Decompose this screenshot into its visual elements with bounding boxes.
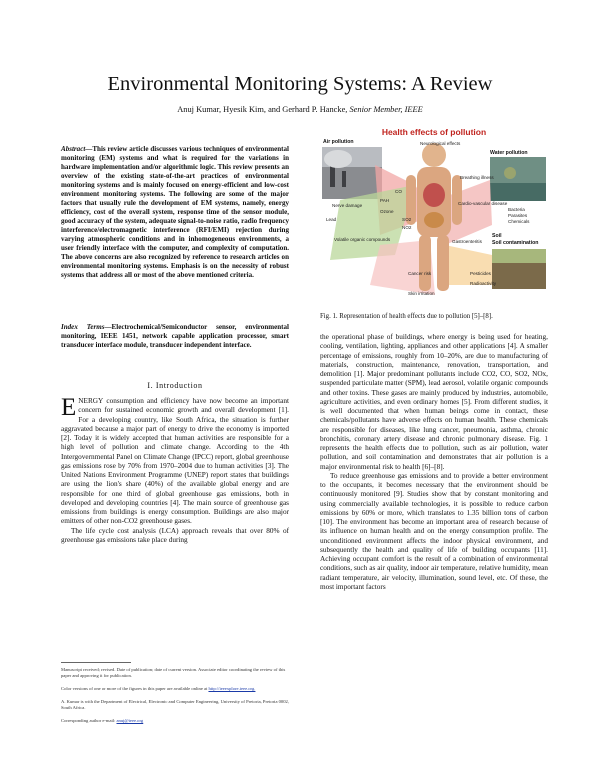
soil-surface [492,249,546,263]
figure-caption [320,313,548,322]
label-neurological: Neurological effects [420,141,461,146]
introduction-body [61,394,289,545]
stomach-icon [424,212,444,228]
figure-title: Health effects of pollution [381,127,487,137]
footnote-1: Manuscript received; revised. Date of publication; date of current version. Associate editor coordinating the review of this paper and approving it for publication. [61,667,286,678]
label-so2: SO2 [402,217,412,222]
ieee-xplore-link[interactable]: http://ieeexplore.ieee.org. [208,686,256,691]
label-pah: PAH [380,198,390,203]
debris-icon [504,167,516,179]
label-bacteria-2: Parasites [508,213,528,218]
figure-caption-text: Representation of health effects due to pollution [5]–[8]. [339,313,493,320]
footnote-rule [61,662,131,663]
right-leg [437,235,449,291]
label-skin: Skin irritation [408,291,435,296]
label-lead: Lead [326,217,337,222]
right-arm [452,175,462,225]
index-terms-text: Electrochemical/Semiconductor sensor, environmental monitoring, IEEE 1451, network capable application processor, smart transducer interface module, transducer independent interface. [61,323,289,349]
paper-title: Environmental Monitoring Systems: A Review [107,73,493,95]
label-bacteria-3: Chemicals [508,219,530,224]
left-leg [419,235,431,291]
right-paragraph-1: the operational phase of buildings, where energy is being used for heating, cooling, ventilation, lighting, appliances and other applications [4]. A smaller percentage of emissions, roughly from 10–20%, are due to manufacturing of materials, construction, maintenance, renovation, transportation, and demolition [1]. Major predominant pollutants include CO2, CO, SO2, NOx, suspended particulate matter (SPM), lead aerosol, volatile organic compounds and other toxins. These gases are mainly produced by industries, automobile, agriculture activities, and even ordinary homes [5]. From different studies, it is well documented that when human beings come in contact, these chemicals/pollutants have adverse effects on human health. These chemicals are responsible for diseases, like lung cancer, pneumonia, asthma, chronic bronchitis, coronary artery disease and chronic pulmonary disease. Fig. 1 represents the health effects due to pollution, such as air pollution, water pollution, and soil contamination and demonstrates that air pollution is a major environmental risk to health [6]–[8]. [320,333,548,471]
label-cardio: Cardio-vascular disease [458,201,508,206]
footnote-3: A. Kumar is with the Department of Electrical, Electronic and Computer Engineering, University of Pretoria, Pretoria 0002, South Africa. [61,699,289,710]
lead-caps: NERGY [78,397,104,405]
intro-paragraph-1 [61,394,289,527]
drop-cap: E [61,394,77,421]
footnote-2-text: Color versions of one or more of the figures in this paper are available online at [61,686,209,691]
label-soil-contamination: Soil contamination [492,240,539,246]
author-line [60,104,540,115]
label-radioactivity: Radioactivity [470,281,497,286]
label-bacteria-1: Bacteria [508,207,525,212]
figure-caption-lead: Fig. 1. [320,313,338,320]
right-paragraph-2: To reduce greenhouse gas emissions and to provide a better environment to the occupants, it becomes necessary that the environment should be continuously monitored [9]. Studies show that by constant monitoring and using commercially available technologies, it is possible to reduce carbon emissions by 60% or more, which translates to 1.35 billion tons of carbon [10]. The environment has become an important area of research because of its influence on human health and on the energy consumption profile. The unconditioned environment affects the indoor physical environment, and subsequently the health and quality of life of building occupants [11]. Achieving occupant comfort is the result of a combination of environmental conditions, such as air quality, indoor air temperature, relative humidity, mean radiant temperature, air velocity, illumination, sound level, etc. Of these, the most important factors [320,471,548,591]
footnotes [61,662,289,731]
label-nerve-damage: Nerve damage [332,203,363,208]
label-gastro: Gastroenteritis [452,239,482,244]
abstract-label: Abstract [61,145,86,153]
figure-health-effects [320,125,548,309]
abstract: Abstract—This review article discusses various techniques of environmental monitoring (EM) systems and what is required for the variations in hardware implementation and/or algorithmic logic. This review presents an overview of the existing state-of-the-art practices of environmental monitoring systems and is mainly focused on energy-efficient and low-cost environment monitoring systems. The following are some of the major factors that usually rule the development of EM systems, namely, energy efficiency, cost of the overall system, response time of the sensor module, good accuracy of the system, adequate signal-to-noise ratio, radio frequency interference/electromagnetic interference (RFI/EMI) rejection during varying atmospheric conditions and in inhomogeneous environments, a user friendly interface with the computer, and complexity of computation. The above concerns are also recognized by reference to research articles on environmental monitoring systems. Emphasis is on the necessity of robust systems that address all or most of the above mentioned criteria. [61,145,289,279]
intro-paragraph-2: The life cycle cost analysis (LCA) approach reveals that over 80% of greenhouse gas emissions take place during [61,526,289,544]
label-soil-line1: Soil [492,233,502,239]
label-voc: Volatile organic compounds [334,237,391,242]
human-head [422,143,446,167]
smoke-icon [324,150,352,168]
author-membership: Senior Member, IEEE [349,105,423,114]
label-pesticides: Pesticides [470,271,491,276]
author-names: Anuj Kumar, Hyesik Kim, and Gerhard P. Hancke, [177,105,350,114]
intro-paragraph-1-text: consumption and efficiency have now become an important concern for sustained economic growth and overall development [1]. For a developing country, like South Africa, the situation is further aggravated because a major part of energy to drive the economy is imported [2]. Today it is widely accepted that human activities are responsible for a high level of pollution and climate change. According to the 4th Intergovernmental Panel on Climate Change (IPCC) report, global greenhouse gas emissions rose by 70% from 1970–2004 due to human activities [3]. The United Nations Environment Programme (UNEP) report states that buildings are using the lion's share (40%) of the available global energy and are responsible for one third of global greenhouse gas emissions, both in developed and developing countries [4]. The main source of greenhouse gas emissions from buildings is energy consumption. Buildings are also major emitters of other non-CO2 greenhouse gases. [61,397,289,526]
label-cancer: Cancer risk [408,271,432,276]
index-terms: Index Terms—Electrochemical/Semiconductor sensor, environmental monitoring, IEEE 1451, network capable application processor, smart transducer interface module, transducer independent interface. [61,323,289,349]
section-heading-introduction: I. Introduction [147,381,203,390]
email-link[interactable]: anuj@ieee.org [116,718,144,723]
footnote-4-text: Corresponding author e-mail: [61,718,117,723]
index-terms-label: Index Terms [61,323,105,331]
label-air-pollution: Air pollution [323,139,354,145]
label-co: CO [395,189,402,194]
polluted-water [490,183,546,201]
chimney-icon [342,171,346,187]
right-column-body [320,333,548,592]
label-breathing: Breathing illness [460,175,494,180]
footnote-2 [61,686,289,692]
label-no2: NO2 [402,225,412,230]
footnote-4 [61,718,289,724]
label-water-pollution: Water pollution [490,150,528,156]
lungs-icon [423,183,445,207]
label-ozone: Ozone [380,209,394,214]
chimney-icon [330,165,335,187]
abstract-text: This review article discusses various techniques of environmental monitoring (EM) systems and what is required for the variations in hardware implementation and/or algorithmic logic. This review presents an overview of the existing state-of-the-art practices of environmental monitoring systems and is mainly focused on energy-efficient and low-cost environment monitoring systems. The following are some of the major factors that usually rule the development of EM systems, namely, energy efficiency, cost of the overall system, response time of the sensor module, good accuracy of the system, adequate signal-to-noise ratio, radio frequency interference/electromagnetic interference (RFI/EMI) rejection during varying atmospheric conditions and in inhomogeneous environments, a user friendly interface with the computer, and complexity of computation. The above concerns are also recognized by reference to research articles on environmental monitoring systems. Emphasis is on the necessity of robust systems that address all or most of the above mentioned criteria. [61,145,289,279]
